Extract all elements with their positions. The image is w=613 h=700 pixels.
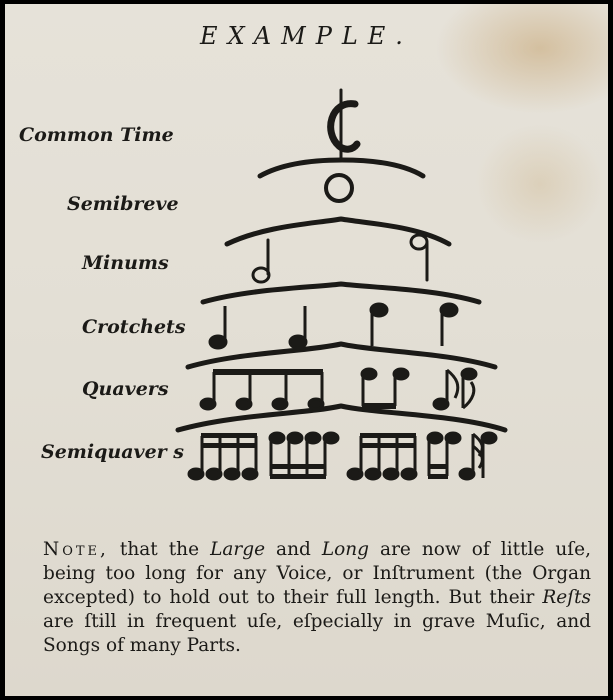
note-paragraph: Note, that the Large and Long are now of little uſe, being too long for any Voice, or Inſtrument (the Organ excepted) to hold out to their full length. But their Reſts are ſtill in frequent uſe, eſpecially in grave Muſic, and Songs of many Parts. bbox=[43, 539, 591, 656]
semiquaver-beam bbox=[201, 443, 257, 448]
semiquaver-beam bbox=[428, 474, 448, 479]
note-values-diagram bbox=[5, 4, 608, 524]
book-page bbox=[5, 4, 608, 696]
label-semibreve: Semibreve bbox=[67, 193, 179, 215]
label-common-time: Common Time bbox=[19, 124, 174, 146]
term-large: Large bbox=[210, 539, 266, 560]
semiquaver-beam bbox=[428, 464, 448, 469]
page-heading: EXAMPLE. bbox=[200, 22, 413, 50]
semiquaver-beam bbox=[270, 464, 326, 469]
quaver-beam bbox=[213, 369, 323, 375]
semiquaver-beam bbox=[360, 443, 416, 448]
term-long: Long bbox=[321, 539, 370, 560]
semibreve-note bbox=[326, 175, 352, 201]
semiquaver-beam bbox=[201, 433, 257, 438]
brace-2 bbox=[227, 219, 449, 244]
semiquaver-beam bbox=[270, 474, 326, 479]
quaver-beam bbox=[362, 403, 396, 409]
label-crotchets: Crotchets bbox=[82, 316, 186, 338]
note-lead: Note, bbox=[43, 539, 109, 560]
label-semiquavers: Semiquaver s bbox=[41, 441, 184, 463]
brace-3 bbox=[203, 284, 479, 302]
label-quavers: Quavers bbox=[82, 378, 169, 400]
cut-time-c-symbol bbox=[331, 104, 357, 150]
brace-4 bbox=[188, 344, 495, 367]
term-rests: Reſts bbox=[542, 587, 591, 608]
label-minums: Minums bbox=[82, 252, 169, 274]
minim-note bbox=[411, 235, 427, 249]
semiquaver-beam bbox=[360, 433, 416, 438]
brace-5 bbox=[178, 406, 505, 430]
